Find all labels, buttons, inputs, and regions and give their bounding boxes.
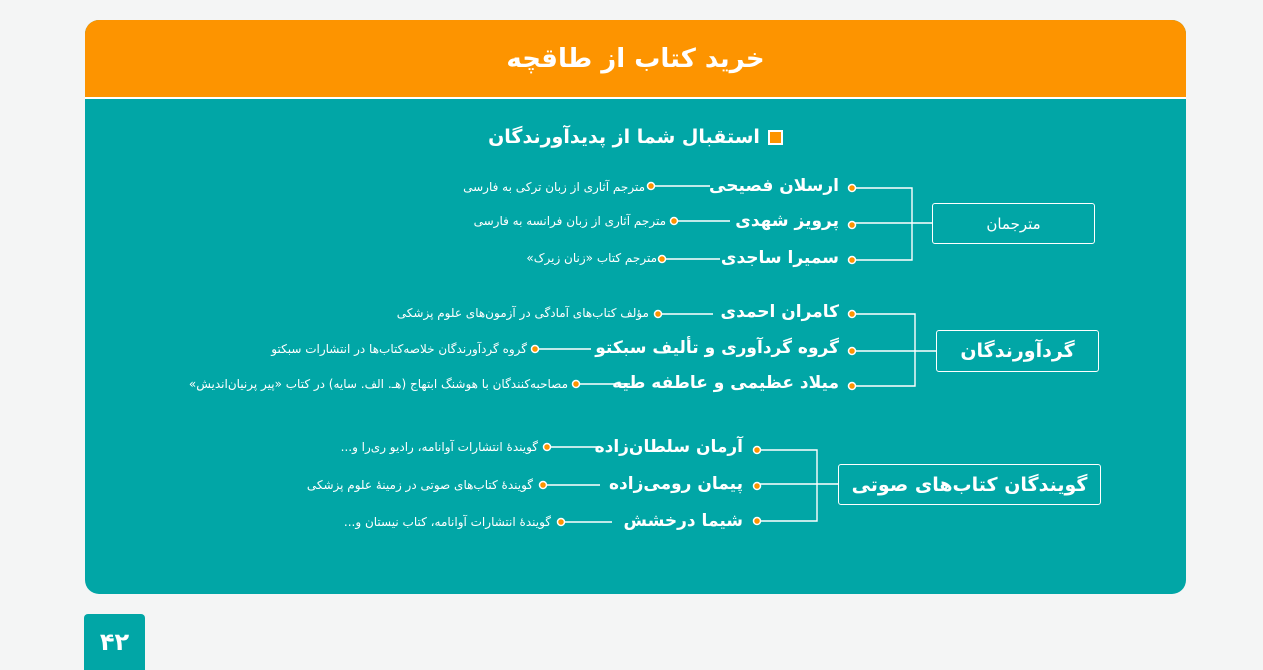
bracket-translators bbox=[855, 188, 912, 260]
person-description: گویندۀ انتشارات آوانامه، رادیو ری‌را و... bbox=[340, 440, 538, 454]
person-description: مترجم آثاری از زبان فرانسه به فارسی bbox=[473, 214, 666, 228]
bullet-dot bbox=[648, 183, 655, 190]
page-number-badge: ۴۲ bbox=[84, 614, 145, 670]
person-description: مؤلف کتاب‌های آمادگی در آزمون‌های علوم پزشکی bbox=[396, 306, 649, 320]
person-name: پرویز شهدی bbox=[735, 211, 839, 231]
person-name: گروه گردآوری و تألیف سبکتو bbox=[595, 338, 839, 358]
category-box-narrators: گویندگان کتاب‌های صوتی bbox=[838, 464, 1101, 505]
category-box-compilers: گردآورندگان bbox=[936, 330, 1099, 372]
bullet-dot bbox=[754, 447, 761, 454]
category-box-translators: مترجمان bbox=[932, 203, 1095, 244]
person-name: میلاد عظیمی و عاطفه طیه bbox=[612, 373, 839, 393]
person-description: مصاحبه‌کنندگان با هوشنگ ابتهاج (هـ. الف. سایه) در کتاب «پیر پرنیان‌اندیش» bbox=[188, 377, 568, 391]
page-title: خرید کتاب از طاقچه bbox=[506, 43, 765, 74]
person-name: پیمان رومی‌زاده bbox=[609, 474, 743, 494]
person-name: ارسلان فصیحی bbox=[709, 176, 839, 196]
bracket-compilers bbox=[855, 314, 915, 386]
person-description: گروه گردآورندگان خلاصه‌کتاب‌ها در انتشارات سبکتو bbox=[271, 342, 527, 356]
person-name: شیما درخشش bbox=[623, 511, 743, 531]
person-description: مترجم کتاب «زنان زیرک» bbox=[526, 251, 657, 265]
bullet-dot bbox=[849, 222, 856, 229]
person-description: گویندۀ کتاب‌های صوتی در زمینۀ علوم پزشکی bbox=[306, 478, 533, 492]
bullet-dot bbox=[754, 483, 761, 490]
person-description: گویندۀ انتشارات آوانامه، کتاب نیستان و... bbox=[343, 515, 551, 529]
bullet-dot bbox=[849, 383, 856, 390]
bullet-dot bbox=[849, 311, 856, 318]
person-name: آرمان سلطان‌زاده bbox=[594, 437, 743, 457]
bullet-dot bbox=[659, 256, 666, 263]
bullet-dot bbox=[849, 257, 856, 264]
bullet-dot bbox=[544, 444, 551, 451]
bracket-narrators bbox=[757, 450, 817, 521]
bullet-dot bbox=[754, 518, 761, 525]
bullet-dot bbox=[849, 185, 856, 192]
content-card bbox=[85, 20, 1186, 594]
subtitle: استقبال شما از پدیدآورندگان bbox=[488, 126, 760, 148]
person-name: سمیرا ساجدی bbox=[720, 248, 839, 268]
bullet-dot bbox=[655, 311, 662, 318]
bullet-dot bbox=[573, 381, 580, 388]
bullet-dot bbox=[558, 519, 565, 526]
person-name: کامران احمدی bbox=[720, 302, 839, 322]
bullet-dot bbox=[849, 348, 856, 355]
person-description: مترجم آثاری از زبان ترکی به فارسی bbox=[463, 180, 645, 194]
bullet-dot bbox=[532, 346, 539, 353]
bullet-dot bbox=[671, 218, 678, 225]
bullet-dot bbox=[540, 482, 547, 489]
